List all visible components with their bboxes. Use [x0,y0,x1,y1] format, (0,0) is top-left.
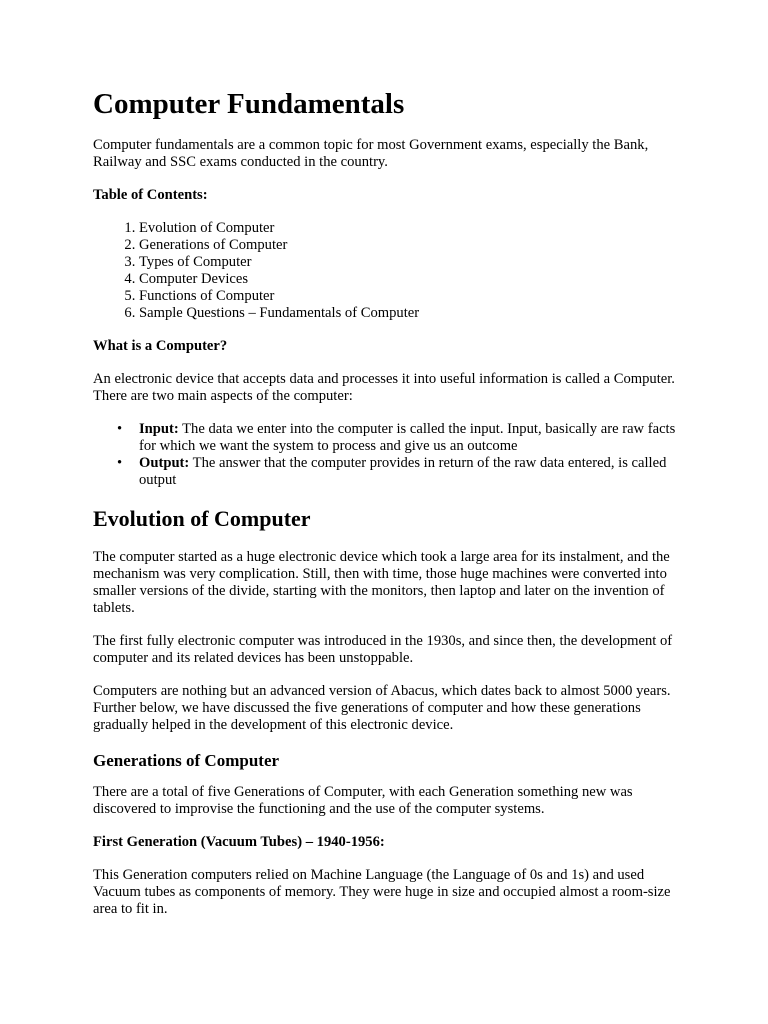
toc-list [93,220,683,322]
aspects-list [93,421,683,489]
what-is-computer-label: What is a Computer? [93,338,228,354]
toc-item: 1. Evolution of Computer [139,220,683,237]
toc-item: 4. Computer Devices [139,271,683,288]
toc-item: 6. Sample Questions – Fundamentals of Computer [139,305,683,322]
list-item [117,421,683,455]
output-term: Output: [139,455,190,471]
intro-paragraph: Computer fundamentals are a common topic for most Government exams, especially the Bank, Railway and SSC exams conducted in the country. [93,137,649,170]
evolution-paragraph: The computer started as a huge electronic device which took a large area for its instalment, and the mechanism was very complication. Still, then with time, those huge machines were converted into smaller versions of the divide, starting with the monitors, then laptop and later on the invention of tablets. [93,549,670,616]
evolution-heading: Evolution of Computer [93,506,311,531]
page-title: Computer Fundamentals [93,88,405,120]
list-item [117,455,683,489]
toc-item: 2. Generations of Computer [139,237,683,254]
first-generation-text: This Generation computers relied on Machine Language (the Language of 0s and 1s) and used Vacuum tubes as components of memory. They were huge in size and occupied almost a room-size area to fit in. [93,867,671,917]
what-is-computer-text: An electronic device that accepts data and processes it into useful information is called a Computer. There are two main aspects of the computer: [93,371,675,404]
evolution-paragraph: The first fully electronic computer was introduced in the 1930s, and since then, the development of computer and its related devices has been unstoppable. [93,633,673,666]
first-generation-label: First Generation (Vacuum Tubes) – 1940-1956: [93,834,385,850]
input-description: The data we enter into the computer is called the input. Input, basically are raw facts for which we want the system to process and give us an outcome [139,421,676,454]
toc-item: 3. Types of Computer [139,254,683,271]
generations-paragraph: There are a total of five Generations of Computer, with each Generation something new was discovered to improvise the functioning and the use of the computer systems. [93,784,633,817]
output-description: The answer that the computer provides in return of the raw data entered, is called output [139,455,667,488]
bullet-icon: • [117,455,123,471]
document-page [93,86,683,934]
toc-label: Table of Contents: [93,187,208,203]
generations-heading: Generations of Computer [93,751,280,770]
evolution-paragraph: Computers are nothing but an advanced version of Abacus, which dates back to almost 5000 years. Further below, we have discussed the five generations of computer and how these generations gradually helped in the development of this electronic device. [93,683,671,733]
input-term: Input: [139,421,179,437]
toc-item: 5. Functions of Computer [139,288,683,305]
bullet-icon: • [117,421,123,437]
